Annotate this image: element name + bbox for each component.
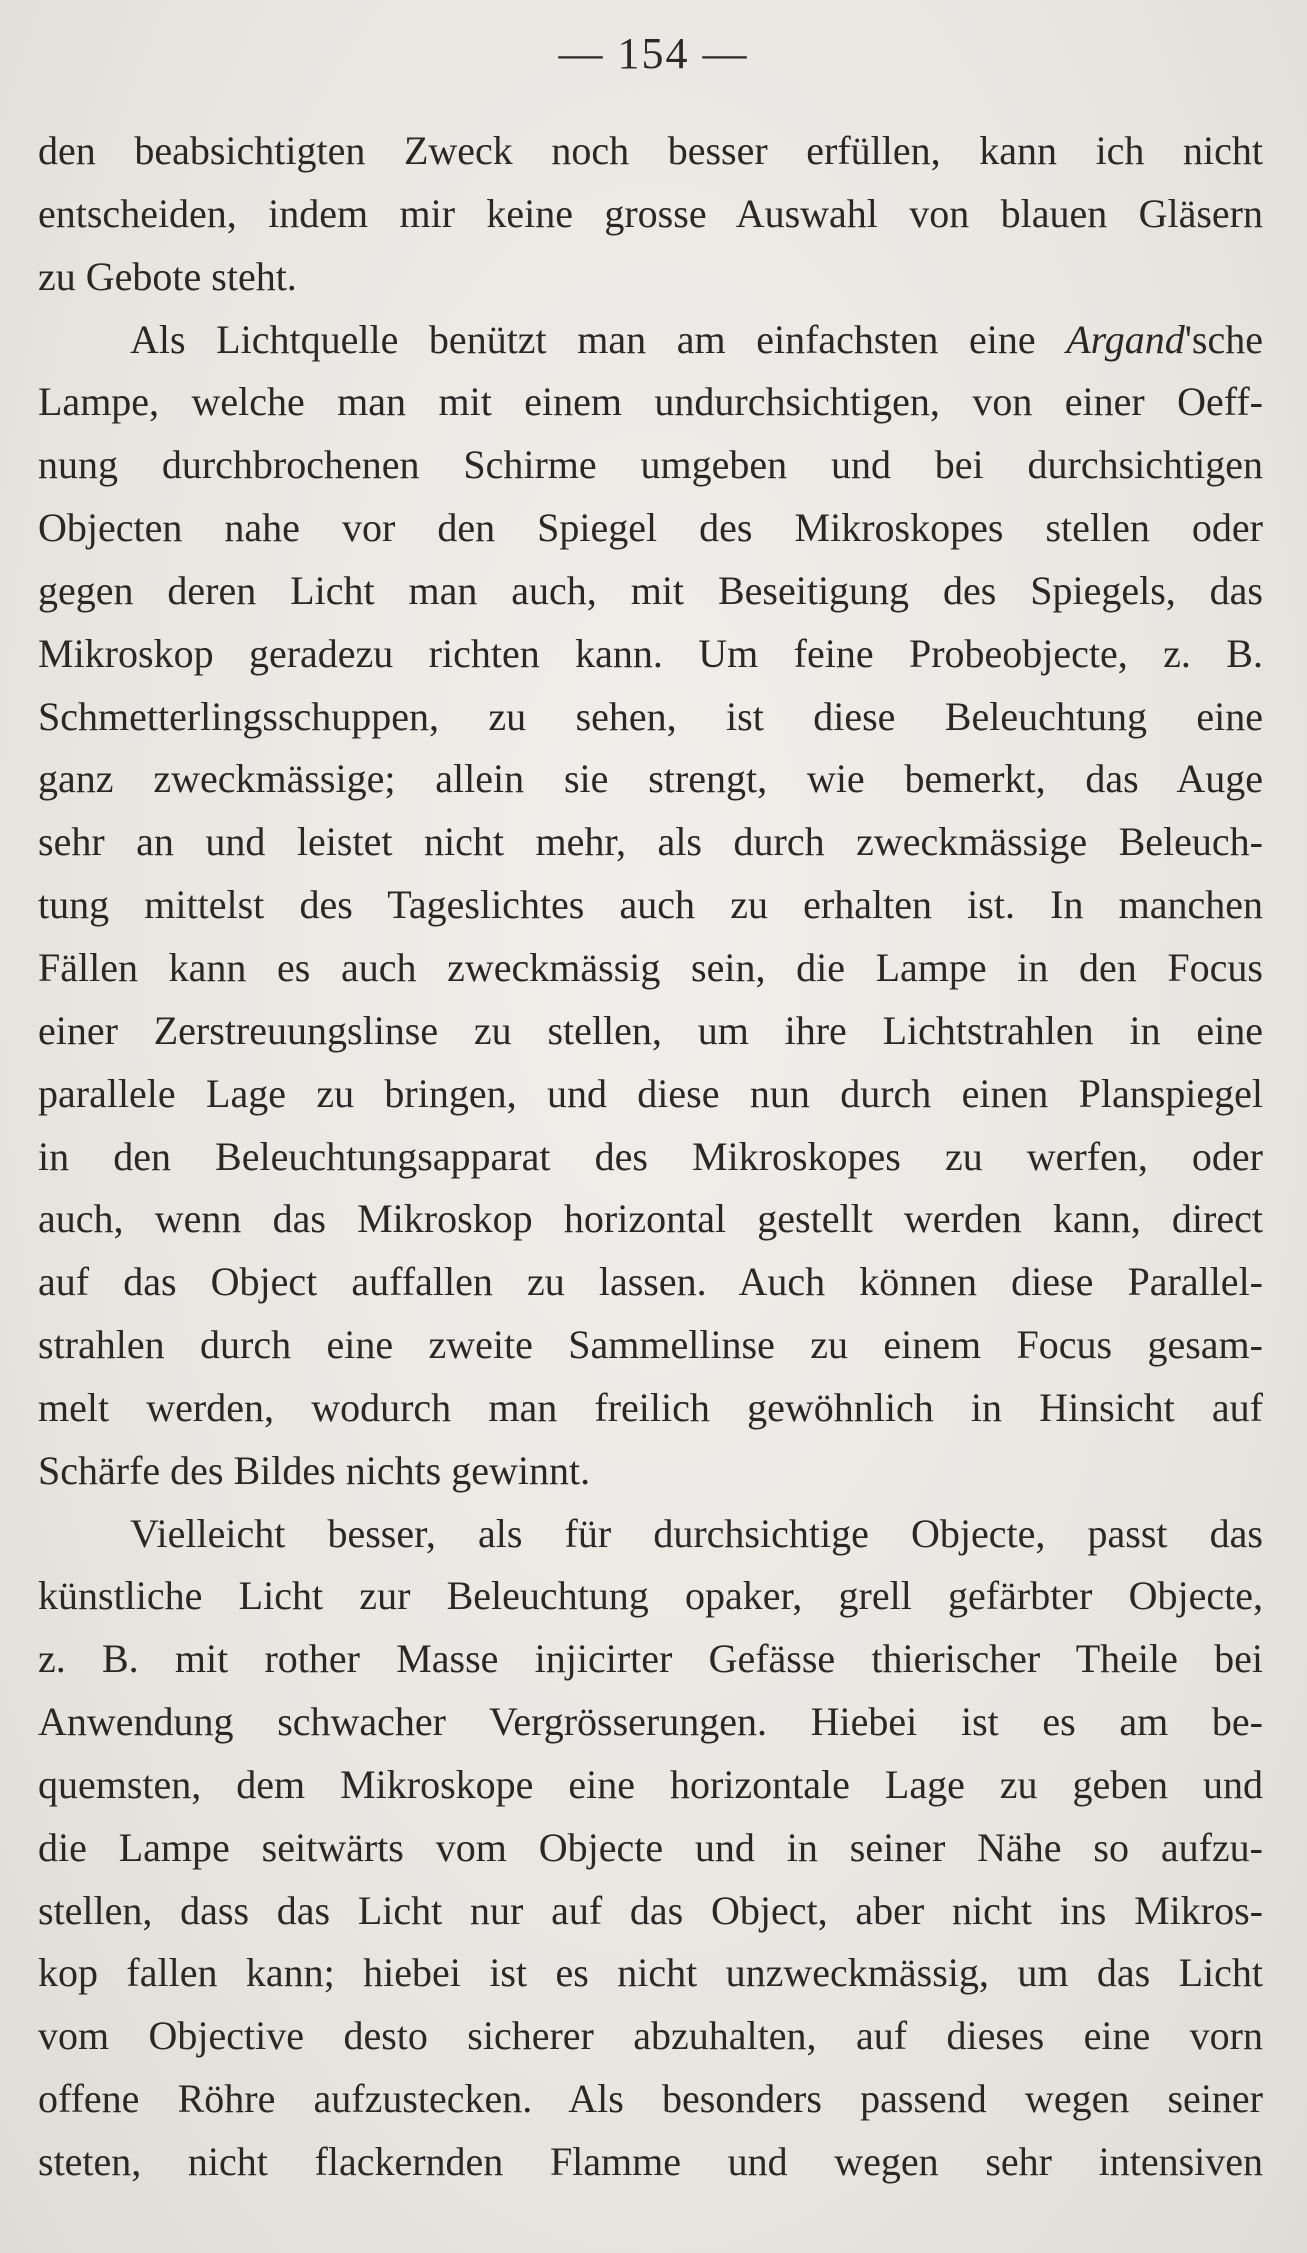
text-line: nung durchbrochenen Schirme umgeben und bei durchsichtigen xyxy=(38,442,1263,488)
page-number: — 154 — xyxy=(558,29,749,78)
text-line: den beabsichtigten Zweck noch besser erfüllen, kann ich nicht xyxy=(38,128,1263,173)
text-line: parallele Lage zu bringen, und diese nun durch einen Planspiegel xyxy=(38,1070,1263,1116)
text-line: stellen, dass das Licht nur auf das Object, aber nicht ins Mikros- xyxy=(38,1887,1263,1933)
text-line: Mikroskop geradezu richten kann. Um feine Probeobjecte, z. B. xyxy=(38,630,1263,676)
text-line: Lampe, welche man mit einem undurchsichtigen, von einer Oeff- xyxy=(38,379,1263,425)
text-line: offene Röhre aufzustecken. Als besonders passend wegen seiner xyxy=(38,2076,1263,2122)
paragraph-start-line: Vielleicht besser, als für durchsichtige Objecte, passt das xyxy=(130,1510,1263,1556)
text-line: zu Gebote steht. xyxy=(38,253,297,299)
text-line: Fällen kann es auch zweckmässig sein, die Lampe in den Focus xyxy=(38,944,1263,990)
text-line: sehr an und leistet nicht mehr, als durch zweckmässige Beleuch- xyxy=(38,819,1263,865)
text-line: Schärfe des Bildes nichts gewinnt. xyxy=(38,1447,591,1493)
text-line: entscheiden, indem mir keine grosse Auswahl von blauen Gläsern xyxy=(38,190,1263,236)
text-line: gegen deren Licht man auch, mit Beseitigung des Spiegels, das xyxy=(38,567,1263,613)
italic-name: Argand xyxy=(1066,316,1185,362)
text-line: Schmetterlingsschuppen, zu sehen, ist diese Beleuchtung eine xyxy=(38,693,1263,739)
text-line: z. B. mit rother Masse injicirter Gefässe thierischer Theile bei xyxy=(38,1636,1263,1682)
body-text xyxy=(38,120,1263,2194)
paragraph-start-line: Als Lichtquelle benützt man am einfachsten eine Argand'sche xyxy=(130,316,1263,362)
text-line: einer Zerstreuungslinse zu stellen, um ihre Lichtstrahlen in eine xyxy=(38,1007,1263,1053)
text-line: melt werden, wodurch man freilich gewöhnlich in Hinsicht auf xyxy=(38,1384,1263,1430)
text-line: künstliche Licht zur Beleuchtung opaker, grell gefärbter Objecte, xyxy=(38,1573,1263,1619)
text-line: steten, nicht flackernden Flamme und wegen sehr intensiven xyxy=(38,2139,1263,2184)
text-line: Objecten nahe vor den Spiegel des Mikroskopes stellen oder xyxy=(38,505,1263,551)
text-line: in den Beleuchtungsapparat des Mikroskopes zu werfen, oder xyxy=(38,1133,1263,1179)
text-line: Anwendung schwacher Vergrösserungen. Hiebei ist es am be- xyxy=(38,1699,1263,1745)
text-line: kop fallen kann; hiebei ist es nicht unzweckmässig, um das Licht xyxy=(38,1950,1263,1996)
text-line: ganz zweckmässige; allein sie strengt, wie bemerkt, das Auge xyxy=(38,756,1263,802)
text-line: quemsten, dem Mikroskope eine horizontale Lage zu geben und xyxy=(38,1761,1263,1807)
text-line: strahlen durch eine zweite Sammellinse zu einem Focus gesam- xyxy=(38,1322,1263,1368)
text-line: auf das Object auffallen zu lassen. Auch können diese Parallel- xyxy=(38,1259,1263,1305)
text-line: vom Objective desto sicherer abzuhalten, auf dieses eine vorn xyxy=(38,2013,1263,2059)
text-line: die Lampe seitwärts vom Objecte und in seiner Nähe so aufzu- xyxy=(38,1824,1263,1870)
text-line: tung mittelst des Tageslichtes auch zu erhalten ist. In manchen xyxy=(38,882,1263,928)
text-line: auch, wenn das Mikroskop horizontal gestellt werden kann, direct xyxy=(38,1196,1263,1242)
